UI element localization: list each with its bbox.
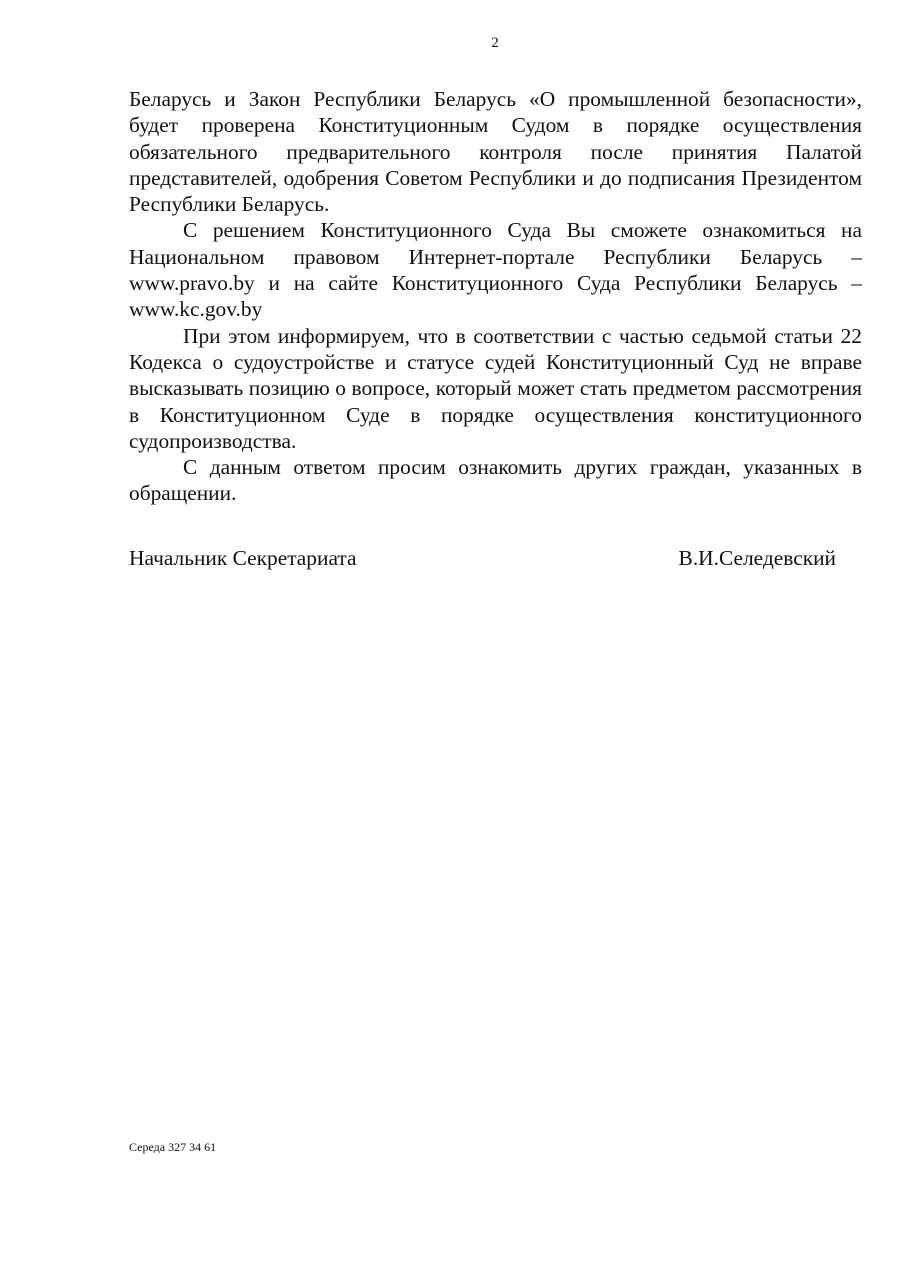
signature-name: В.И.Селедевский [678, 546, 836, 570]
signature-block [129, 545, 836, 573]
signature-title: Начальник Секретариата [129, 546, 357, 570]
paragraph-legal-notice: При этом информируем, что в соответствии с частью седьмой статьи 22 Кодекса о судоустройстве и статусе судей Конституционный Суд не вправе высказывать позицию о вопросе, который может стать предметом рассмотрения в Конституционном Суде в порядке осуществления конституционного судопроизводства. [129, 323, 862, 453]
paragraph-continuation: Беларусь и Закон Республики Беларусь «О промышленной безопасности», будет проверена Конституционным Судом в порядке осуществления обязательного предварительного контроля после принятия Палатой представителей, одобрения Советом Республики и до подписания Президентом Республики Беларусь. [129, 87, 862, 217]
executor-note: Середа 327 34 61 [129, 1140, 217, 1154]
paragraph-decision-info: С решением Конституционного Суда Вы сможете ознакомиться на Национальном правовом Интернет-портале Республики Беларусь – www.pravo.by и на сайте Конституционного Суда Республики Беларусь – www.kc.gov.by [129, 218, 862, 322]
page-number: 2 [491, 35, 499, 51]
paragraph-request: С данным ответом просим ознакомить других граждан, указанных в обращении. [129, 455, 862, 506]
letter-body [129, 86, 862, 507]
